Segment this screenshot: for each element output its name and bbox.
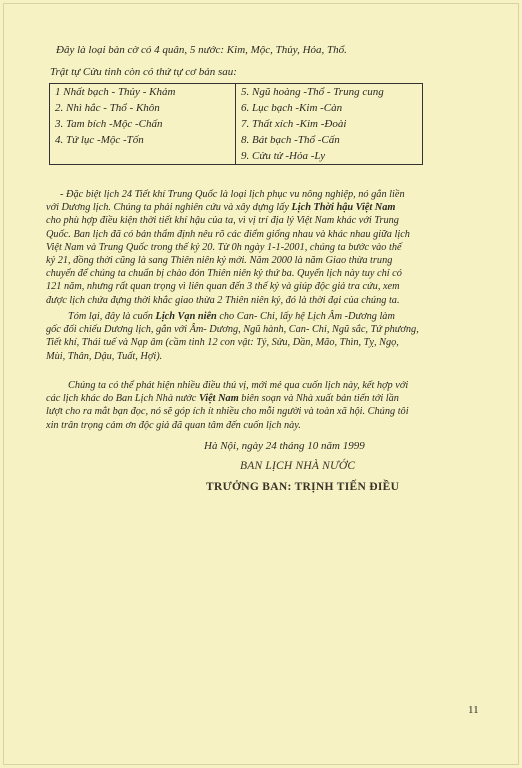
paragraph-line — [46, 201, 476, 214]
paragraph-line: xin trân trọng cảm ơn độc giả đã quan tâm đến cuốn lịch này. — [46, 419, 301, 431]
paragraph-line: cho phù hợp điều kiện thời tiết khí hậu của ta, vì vị trí địa lý Việt Nam khác với Trung — [46, 215, 399, 227]
paragraph-line: Việt Nam và Trung Quốc trong thế kỷ 20. Từ 0h ngày 1-1-2001, chúng ta bước vào thế — [46, 241, 402, 253]
paragraph-line — [46, 392, 476, 405]
emphasis-text: Việt Nam — [198, 393, 239, 405]
emphasis-text: Lịch Thời hậu Việt Nam — [291, 202, 396, 214]
table-cell: 2. Nhì hắc - Thổ - Khôn — [50, 100, 236, 116]
text-span: biên soạn và Nhà xuất bản tiến tới lần — [238, 393, 399, 405]
paragraph-line: lượt cho ra mắt bạn đọc, nó sẽ góp ích ít nhiều cho mỗi người và toàn xã hội. Chúng tôi — [46, 406, 409, 418]
paragraph-line: - Đặc biệt lịch 24 Tiết khí Trung Quốc là loại lịch phục vu nông nghiệp, nó gắn liền — [60, 189, 405, 200]
table-row — [50, 116, 423, 132]
table-row — [50, 100, 423, 116]
paragraph-line: Tiết khí, Thái tuế và Nạp âm (cầm tinh 12 con vật: Tý, Sửu, Dần, Mão, Thìn, Tỵ, Ngọ, — [46, 337, 399, 349]
paragraph-line: được lịch chứa đựng thời khắc giao thừa 2 Thiên niên kỷ, đó là thời đại của chúng ta. — [46, 294, 400, 306]
table-row — [50, 84, 423, 101]
table-cell: 7. Thất xích -Kim -Đoài — [236, 116, 423, 132]
paragraph-line: Mùi, Thân, Dậu, Tuất, Hợi). — [46, 350, 163, 362]
table-row — [50, 132, 423, 148]
table-cell: 1 Nhất bạch - Thủy - Khảm — [50, 84, 236, 101]
paragraph-summary — [46, 310, 476, 363]
paragraph-closing — [46, 379, 476, 432]
intro-line-1: Đây là loại bàn cờ có 4 quân, 5 nước: Kim, Mộc, Thủy, Hỏa, Thổ. — [56, 44, 347, 56]
paragraph-line: Chúng ta có thể phát hiện nhiều điều thú vị, mới mẻ qua cuốn lịch này, kết hợp với — [68, 380, 409, 391]
signature-organization: BAN LỊCH NHÀ NƯỚC — [240, 460, 356, 472]
table-cell: 3. Tam bích -Mộc -Chấn — [50, 116, 236, 132]
table-cell — [50, 148, 236, 165]
table-cell: 6. Lục bạch -Kim -Càn — [236, 100, 423, 116]
signature-place-date: Hà Nội, ngày 24 tháng 10 năm 1999 — [204, 440, 365, 452]
text-span: với Dương lịch. Chúng ta phải nghiên cứu và xây dựng lấy — [46, 202, 292, 214]
table-cell: 8. Bát bạch -Thổ -Cấn — [236, 132, 423, 148]
emphasis-text: Lịch Vạn niên — [155, 311, 217, 322]
intro-line-2: Trật tự Cửu tinh còn có thứ tự cơ bản sau: — [50, 66, 237, 78]
table-row — [50, 148, 423, 165]
table-cell: 4. Tứ lục -Mộc -Tốn — [50, 132, 236, 148]
paragraph-line: Quốc. Ban lịch đã có bản thẩm định nêu rõ các điểm giống nhau và khác nhau giữa lịch — [46, 228, 410, 240]
paragraph-tiet-khi — [46, 188, 476, 307]
nine-stars-table — [49, 83, 423, 165]
paragraph-line: 121 năm, nhưng rất quan trọng vì liên quan đến 3 thế kỷ và giúp độc giả tra cứu, xem — [46, 281, 400, 293]
page-number: 11 — [468, 704, 479, 716]
paragraph-line — [46, 310, 476, 323]
table-cell: 5. Ngũ hoàng -Thổ - Trung cung — [236, 84, 423, 101]
text-span: Tóm lại, đây là cuốn — [68, 311, 156, 322]
text-span: cho Can- Chi, lấy hệ Lịch Âm -Dương làm — [216, 311, 395, 322]
table-cell: 9. Cửu tử -Hỏa -Ly — [236, 148, 423, 165]
paragraph-line: chuyển để chúng ta chuẩn bị chào đón Thiên niên kỷ thứ ba. Quyển lịch này tuy chỉ có — [46, 268, 402, 280]
paragraph-line: kỷ 21, đồng thời cũng là sang Thiên niên kỷ mới. Năm 2000 là năm Giao thừa trung — [46, 255, 393, 267]
paragraph-line: gốc đối chiếu Dương lịch, gắn với Âm- Dương, Ngũ hành, Can- Chi, Ngũ sắc, Tứ phương, — [46, 324, 419, 336]
text-span: các lịch khác do Ban Lịch Nhà nước — [46, 393, 199, 405]
signature-head: TRƯỞNG BAN: TRỊNH TIẾN ĐIỀU — [206, 481, 400, 493]
